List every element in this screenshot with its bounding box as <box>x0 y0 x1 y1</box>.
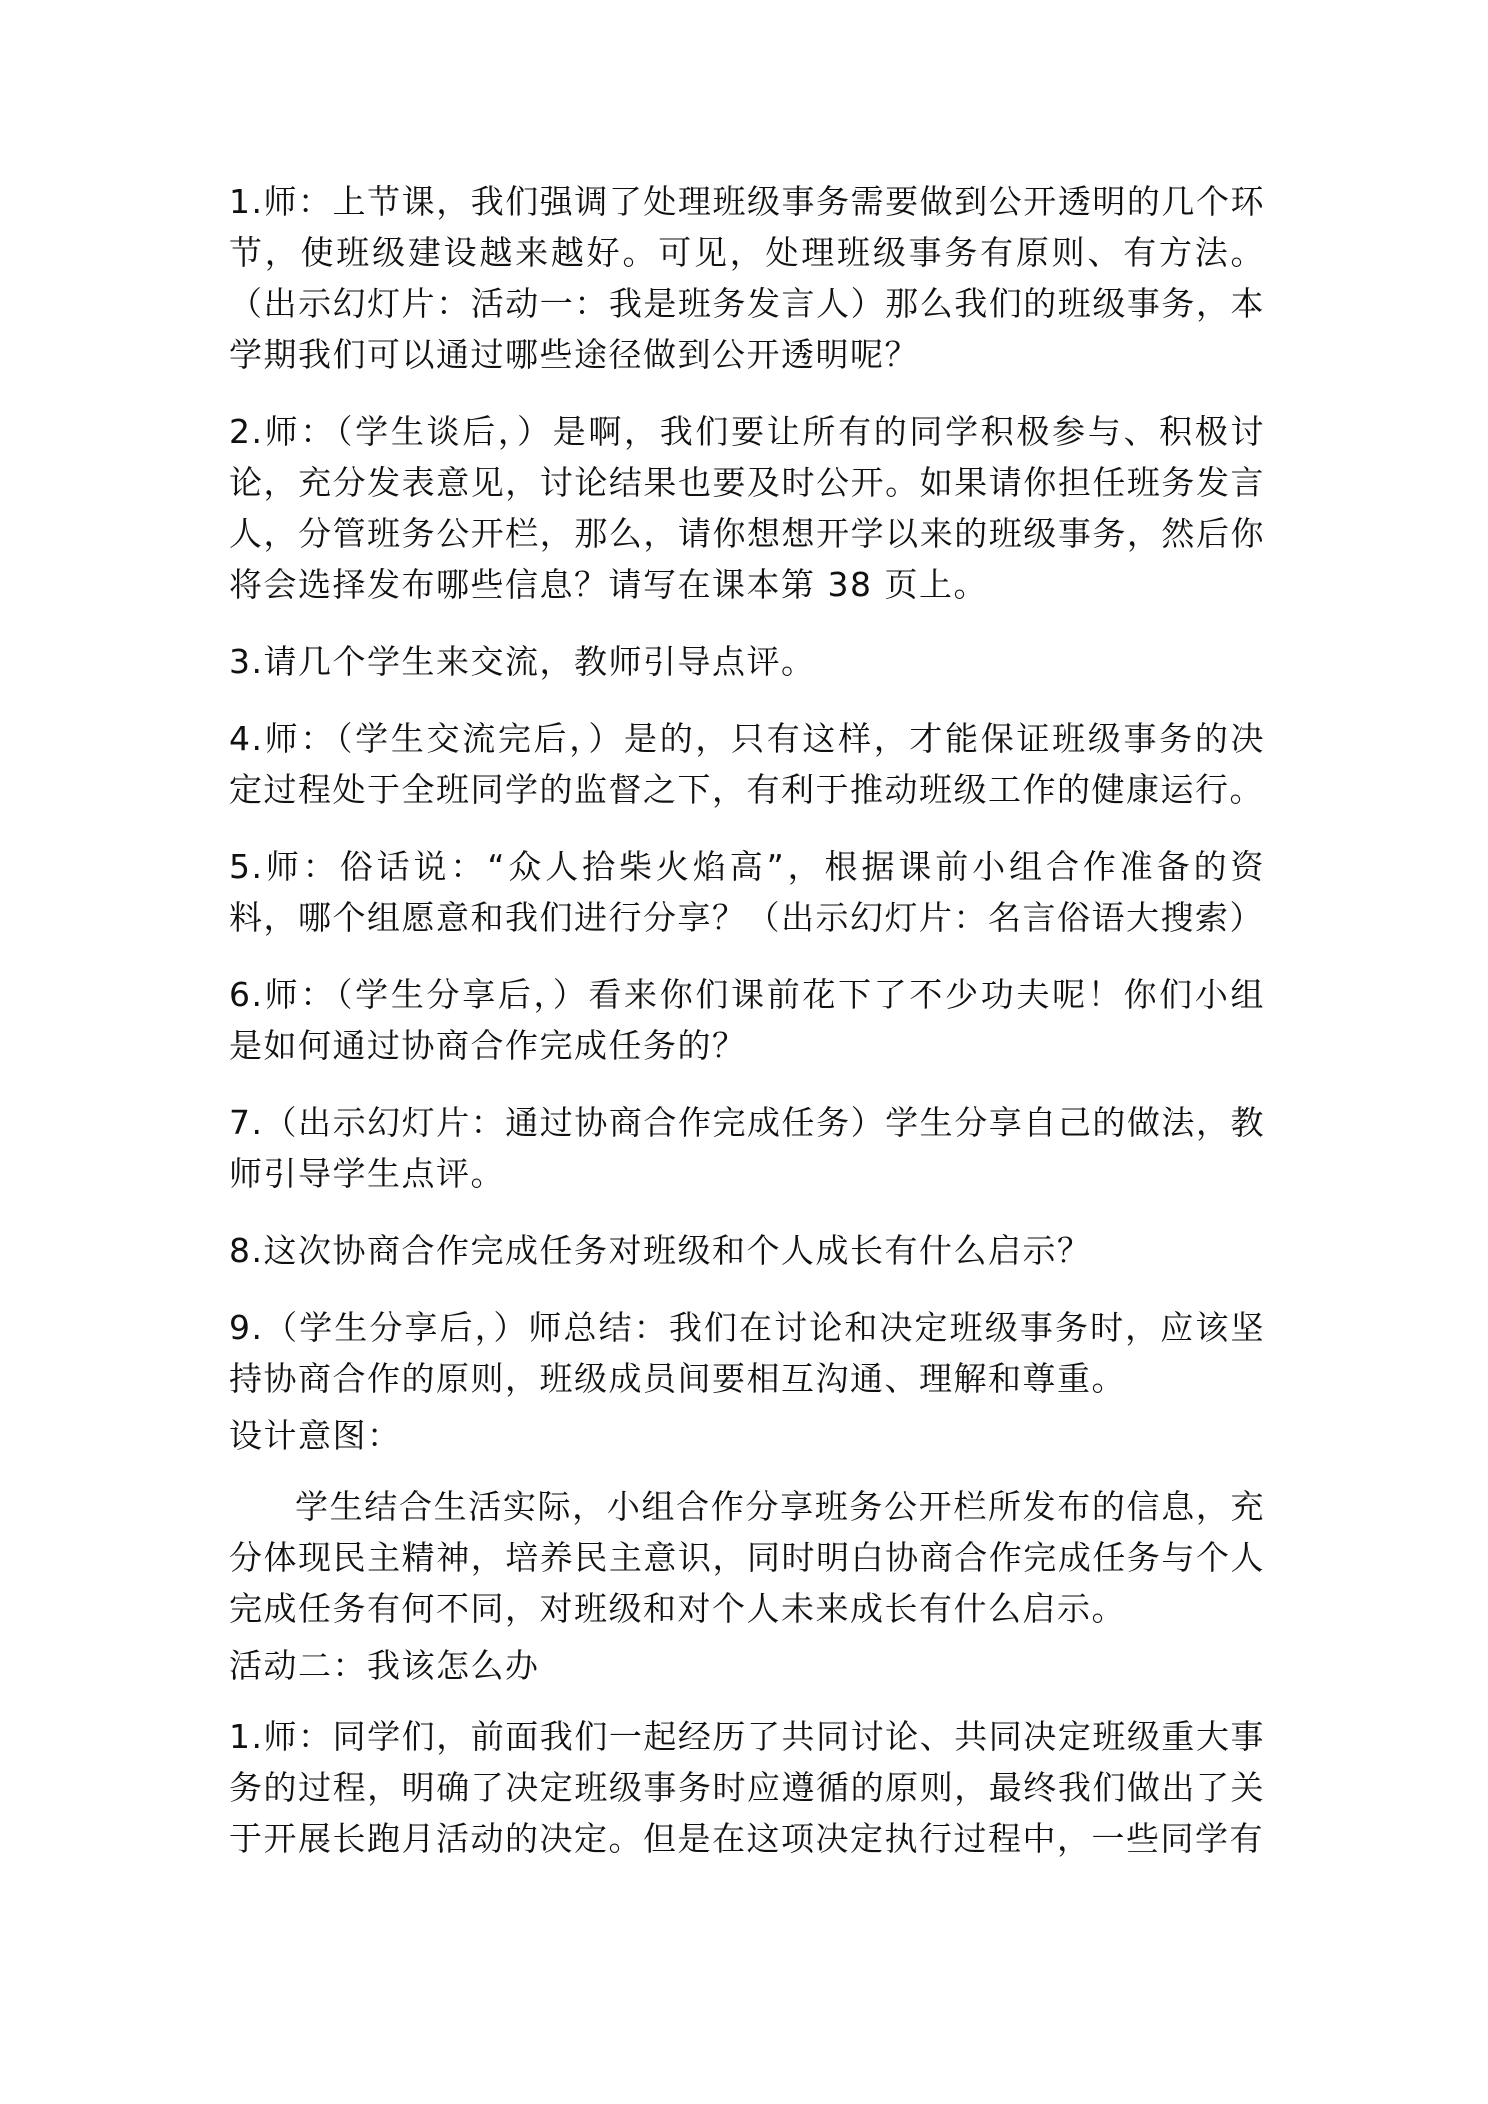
activity-two-heading: 活动二：我该怎么办 <box>229 1646 540 1685</box>
paragraph-6: 6.师：（学生分享后，）看来你们课前花下了不少功夫呢！你们小组是如何通过协商合作完成任务的？ <box>229 975 1265 1065</box>
paragraph-9: 9.（学生分享后，）师总结：我们在讨论和决定班级事务时，应该坚持协商合作的原则，班级成员间要相互沟通、理解和尊重。 <box>229 1308 1265 1398</box>
design-intent-text: 学生结合生活实际，小组合作分享班务公开栏所发布的信息，充分体现民主精神，培养民主意识，同时明白协商合作完成任务与个人完成任务有何不同，对班级和对个人未来成长有什么启示。 <box>229 1487 1265 1628</box>
paragraph-4: 4.师：（学生交流完后，）是的，只有这样，才能保证班级事务的决定过程处于全班同学的监督之下，有利于推动班级工作的健康运行。 <box>229 719 1265 809</box>
paragraph-7: 7.（出示幻灯片：通过协商合作完成任务）学生分享自己的做法，教师引导学生点评。 <box>229 1103 1265 1193</box>
paragraph-8: 8.这次协商合作完成任务对班级和个人成长有什么启示？ <box>229 1231 1092 1270</box>
design-intent-heading: 设计意图： <box>229 1416 402 1455</box>
paragraph-2: 2.师：（学生谈后，）是啊，我们要让所有的同学积极参与、积极讨论，充分发表意见，讨论结果也要及时公开。如果请你担任班务发言人，分管班务公开栏，那么，请你想想开学以来的班级事务，然后你将会选择发布哪些信息？请写在课本第 38 页上。 <box>229 412 1265 604</box>
paragraph-3: 3.请几个学生来交流，教师引导点评。 <box>229 642 816 681</box>
paragraph-5: 5.师：俗话说：“众人拾柴火焰高”，根据课前小组合作准备的资料，哪个组愿意和我们进行分享？（出示幻灯片：名言俗语大搜索） <box>229 847 1265 937</box>
document-body <box>229 176 1265 1890</box>
paragraph-1: 1.师：上节课，我们强调了处理班级事务需要做到公开透明的几个环节，使班级建设越来越好。可见，处理班级事务有原则、有方法。（出示幻灯片：活动一：我是班务发言人）那么我们的班级事务，本学期我们可以通过哪些途径做到公开透明呢？ <box>229 182 1265 374</box>
activity-two-paragraph-1: 1.师：同学们，前面我们一起经历了共同讨论、共同决定班级重大事务的过程，明确了决定班级事务时应遵循的原则，最终我们做出了关于开展长跑月活动的决定。但是在这项决定执行过程中，一些同学有 <box>229 1717 1265 1858</box>
